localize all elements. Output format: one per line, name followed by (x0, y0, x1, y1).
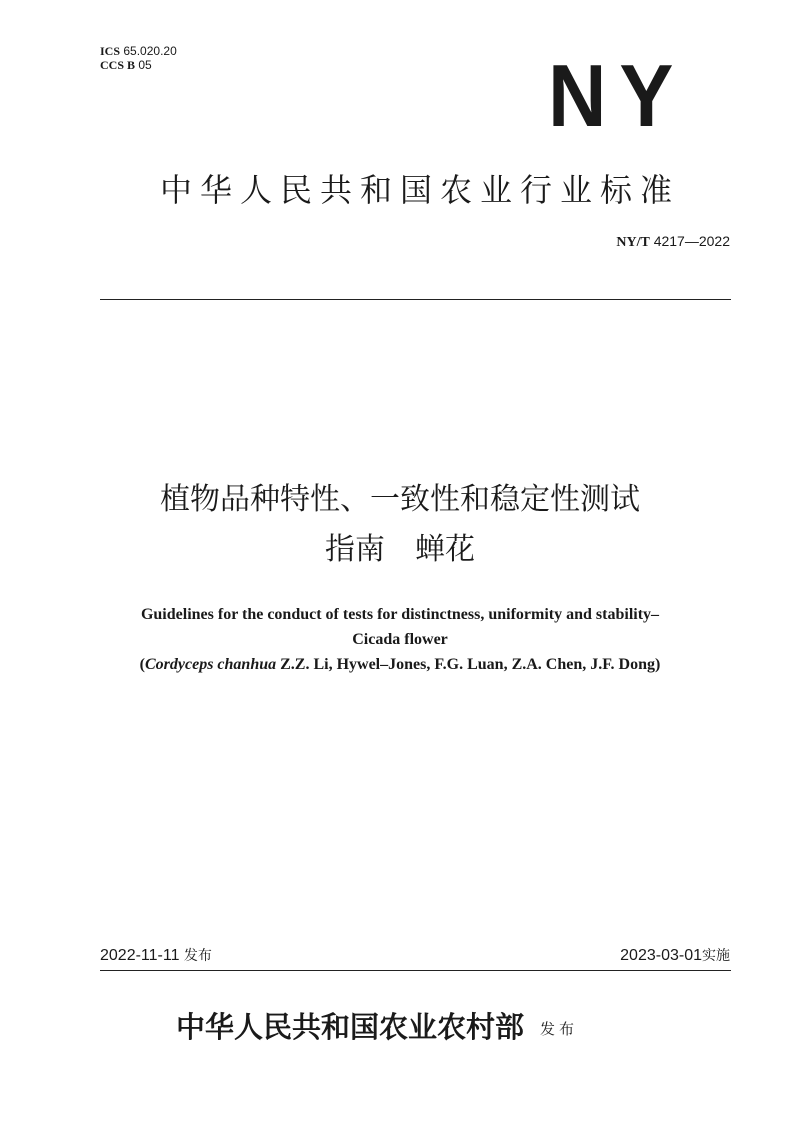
standard-type-heading: 中华人民共和国农业行业标准 (159, 171, 680, 209)
issue-date-value: 2022-11-11 (100, 947, 180, 964)
english-title-line-1: Guidelines for the conduct of tests for distinctness, uniformity and stability– (140, 606, 660, 623)
chinese-title-species: 蝉花 (415, 532, 475, 567)
implementation-date (620, 946, 730, 966)
english-title-line-3 (40, 654, 760, 676)
standard-number-prefix: NY/T (616, 235, 650, 250)
ny-logo-mark: NY (548, 46, 687, 145)
chinese-title-line-1: 植物品种特性、一致性和稳定性测试 (160, 482, 640, 517)
english-title-paren: ( (139, 656, 145, 673)
issuing-authority-name: 中华人民共和国农业农村部 (176, 1010, 525, 1044)
ics-classification (100, 44, 177, 58)
standard-number-value: 4217—2022 (653, 233, 730, 249)
implementation-date-value: 2023-03-01 (620, 947, 702, 964)
issuing-authority (176, 1007, 578, 1049)
ccs-label: CCS B (100, 58, 136, 72)
english-title-authors: Z.Z. Li, Hywel–Jones, F.G. Luan, Z.A. Chen, J.F. Dong) (276, 656, 661, 673)
issuing-authority-suffix: 发布 (540, 1020, 579, 1038)
issue-date (100, 946, 212, 966)
bottom-divider (100, 970, 731, 971)
english-title-species-name: Cordyceps chanhua (144, 656, 277, 673)
issue-date-label: 发布 (183, 948, 212, 964)
chinese-title-line-2 (40, 530, 760, 570)
chinese-title-guide: 指南 (325, 532, 385, 567)
ics-label: ICS (100, 44, 121, 58)
english-title-line-2: Cicada flower (352, 631, 448, 648)
ccs-classification (100, 58, 152, 72)
ccs-code: 05 (138, 58, 152, 72)
ics-code: 65.020.20 (123, 44, 177, 58)
implementation-date-label: 实施 (702, 948, 730, 964)
top-divider (100, 299, 731, 300)
standard-number (616, 232, 730, 252)
